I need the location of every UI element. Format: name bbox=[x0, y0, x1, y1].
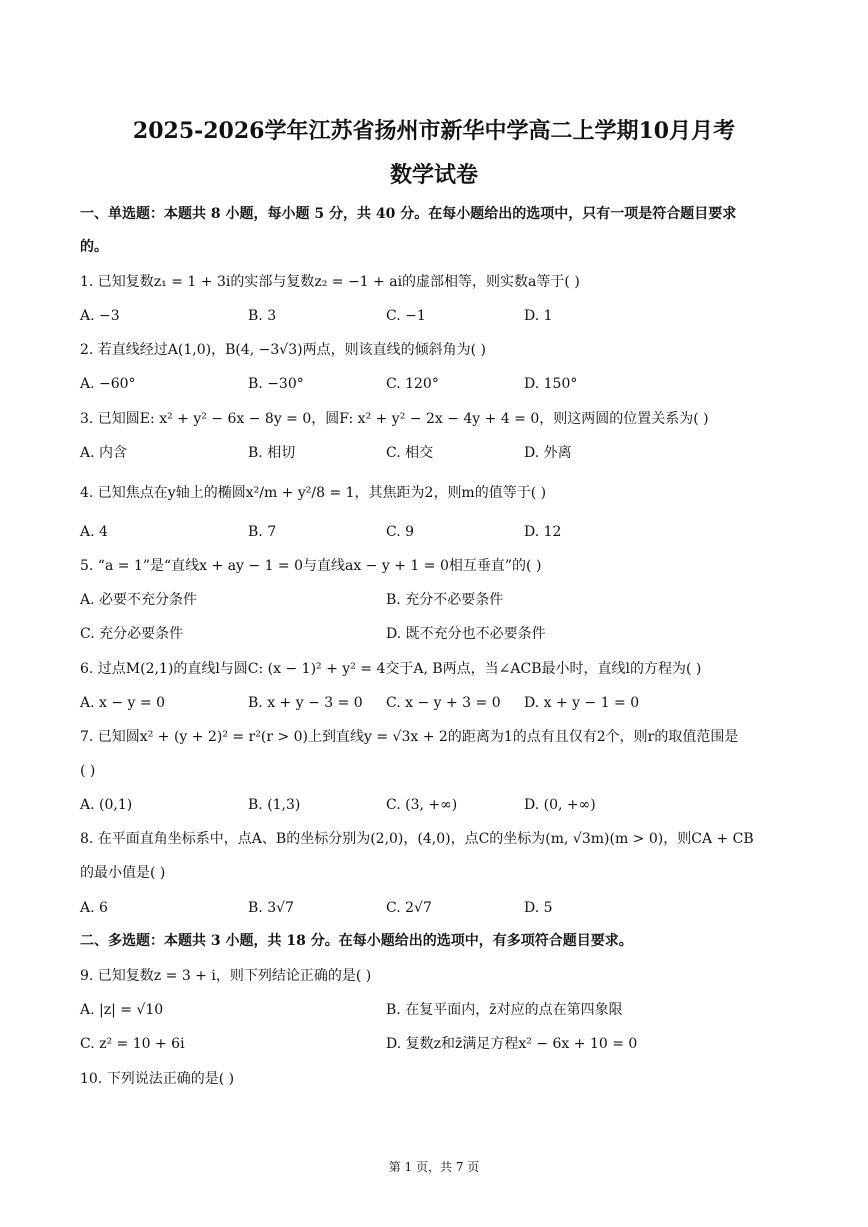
question-6-options bbox=[80, 693, 792, 713]
option-a: A. 6 bbox=[80, 900, 108, 916]
option-b: B. 3 bbox=[248, 308, 277, 324]
question-7: 7. 已知圆x² + (y + 2)² = r²(r > 0)上到直线y = √3x + 2的距离为1的点有且仅有2个，则r的取值范围是 bbox=[80, 729, 739, 745]
option-b: B. x + y − 3 = 0 bbox=[248, 695, 363, 711]
question-6: 6. 过点M(2,1)的直线l与圆C: (x − 1)² + y² = 4交于A, B两点，当∠ACB最小时，直线l的方程为( ) bbox=[80, 661, 702, 677]
question-5-options-row2 bbox=[80, 624, 792, 644]
question-7-options bbox=[80, 795, 792, 815]
question-2-options bbox=[80, 374, 792, 394]
question-5-options-row1 bbox=[80, 590, 792, 610]
option-d: D. 复数z和z̄满足方程x² − 6x + 10 = 0 bbox=[386, 1036, 638, 1052]
option-c: C. z² = 10 + 6i bbox=[80, 1036, 185, 1052]
section2-heading: 二、多选题：本题共 3 小题，共 18 分。在每小题给出的选项中，有多项符合题目要求。 bbox=[80, 933, 633, 949]
option-d: D. x + y − 1 = 0 bbox=[524, 695, 640, 711]
option-c: C. 充分必要条件 bbox=[80, 626, 184, 642]
option-c: C. 9 bbox=[386, 524, 415, 540]
option-d: D. 5 bbox=[524, 900, 553, 916]
option-a: A. x − y = 0 bbox=[80, 695, 165, 711]
question-1-options bbox=[80, 306, 792, 326]
question-4-options bbox=[80, 522, 792, 542]
option-c: C. −1 bbox=[386, 308, 426, 324]
question-1: 1. 已知复数z₁ = 1 + 3i的实部与复数z₂ = −1 + ai的虚部相等，则实数a等于( ) bbox=[80, 274, 580, 290]
option-c: C. 相交 bbox=[386, 445, 434, 461]
exam-subtitle: 数学试卷 bbox=[389, 162, 478, 188]
option-d: D. 既不充分也不必要条件 bbox=[386, 626, 546, 642]
option-c: C. x − y + 3 = 0 bbox=[386, 695, 501, 711]
question-3: 3. 已知圆E: x² + y² − 6x − 8y = 0，圆F: x² + y² − 2x − 4y + 4 = 0，则这两圆的位置关系为( ) bbox=[80, 411, 709, 427]
option-c: C. 2√7 bbox=[386, 900, 432, 916]
option-b: B. (1,3) bbox=[248, 797, 301, 813]
question-8-cont: 的最小值是( ) bbox=[80, 865, 166, 881]
option-d: D. (0, +∞) bbox=[524, 797, 596, 813]
option-a: A. −60° bbox=[80, 376, 136, 392]
option-b: B. 充分不必要条件 bbox=[386, 592, 504, 608]
question-9-options-row1 bbox=[80, 1000, 792, 1020]
question-10: 10. 下列说法正确的是( ) bbox=[80, 1071, 235, 1087]
option-c: C. (3, +∞) bbox=[386, 797, 458, 813]
option-c: C. 120° bbox=[386, 376, 439, 392]
option-a: A. |z| = √10 bbox=[80, 1002, 164, 1018]
question-8: 8. 在平面直角坐标系中，点A、B的坐标分别为(2,0)，(4,0)，点C的坐标为(m, √3m)(m > 0)，则CA + CB bbox=[80, 831, 754, 847]
option-a: A. 内含 bbox=[80, 445, 128, 461]
page-footer: 第 1 页，共 7 页 bbox=[388, 1160, 480, 1174]
question-9: 9. 已知复数z = 3 + i，则下列结论正确的是( ) bbox=[80, 968, 372, 984]
option-b: B. −30° bbox=[248, 376, 304, 392]
option-a: A. (0,1) bbox=[80, 797, 133, 813]
question-8-options bbox=[80, 898, 792, 918]
question-9-options-row2 bbox=[80, 1034, 792, 1054]
option-d: D. 12 bbox=[524, 524, 562, 540]
section1-heading-cont: 的。 bbox=[80, 239, 108, 255]
option-a: A. −3 bbox=[80, 308, 120, 324]
question-3-options bbox=[80, 443, 792, 463]
option-d: D. 1 bbox=[524, 308, 553, 324]
exam-title: 2025-2026学年江苏省扬州市新华中学高二上学期10月月考 bbox=[132, 118, 736, 144]
section1-heading: 一、单选题：本题共 8 小题，每小题 5 分，共 40 分。在每小题给出的选项中，只有一项是符合题目要求 bbox=[80, 206, 737, 222]
question-7-cont: ( ) bbox=[80, 763, 96, 779]
option-a: A. 必要不充分条件 bbox=[80, 592, 198, 608]
option-b: B. 相切 bbox=[248, 445, 296, 461]
question-4: 4. 已知焦点在y轴上的椭圆x²/m + y²/8 = 1，其焦距为2，则m的值等于( ) bbox=[80, 485, 547, 501]
option-d: D. 外离 bbox=[524, 445, 572, 461]
question-5: 5. “a = 1”是“直线x + ay − 1 = 0与直线ax − y + 1 = 0相互垂直”的( ) bbox=[80, 558, 542, 574]
option-b: B. 3√7 bbox=[248, 900, 294, 916]
option-b: B. 7 bbox=[248, 524, 277, 540]
question-2: 2. 若直线经过A(1,0)，B(4, −3√3)两点，则该直线的倾斜角为( ) bbox=[80, 342, 486, 358]
option-b: B. 在复平面内，z̄对应的点在第四象限 bbox=[386, 1002, 623, 1018]
option-d: D. 150° bbox=[524, 376, 578, 392]
option-a: A. 4 bbox=[80, 524, 108, 540]
